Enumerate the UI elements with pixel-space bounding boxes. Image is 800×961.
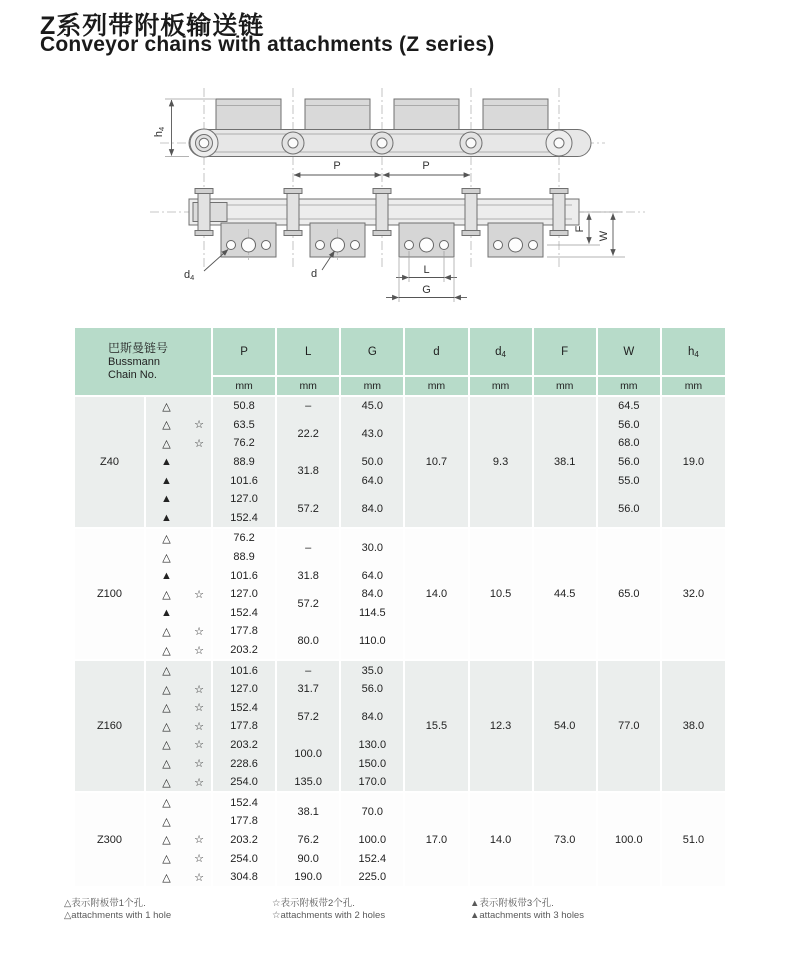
cell-P: 76.2 (212, 434, 276, 453)
cell-L: – (276, 397, 340, 416)
cell-P: 101.6 (212, 471, 276, 490)
pin-hole (199, 138, 209, 148)
legend-item-3-holes (470, 898, 584, 922)
cell-P: 228.6 (212, 754, 276, 773)
hole-symbol-1: △ (145, 754, 187, 773)
cell-P: 101.6 (212, 661, 276, 680)
cell-h4: 19.0 (661, 397, 725, 527)
chain-number: Z160 (75, 661, 145, 791)
hole-symbol-1: △ (145, 793, 187, 812)
hole-symbol-1: △ (145, 622, 187, 641)
svg-text:G: G (422, 284, 431, 296)
cell-L: – (276, 529, 340, 566)
chain-number: Z100 (75, 529, 145, 659)
table-row (75, 397, 725, 416)
hole-symbol-2: ☆ (187, 717, 212, 736)
hole-symbol-2: ☆ (187, 680, 212, 699)
hole-symbol-1: △ (145, 812, 187, 831)
pin-hole (288, 138, 298, 148)
hole-symbol-2 (187, 604, 212, 623)
cell-G: 152.4 (340, 849, 404, 868)
cell-P: 203.2 (212, 736, 276, 755)
cell-P: 254.0 (212, 773, 276, 792)
table-row (75, 453, 725, 472)
cell-P: 254.0 (212, 849, 276, 868)
cell-G: 170.0 (340, 773, 404, 792)
header-col-G: G (340, 328, 404, 376)
cell-L: 31.8 (276, 566, 340, 585)
cell-G: 70.0 (340, 793, 404, 830)
hole-symbol-1: △ (145, 434, 187, 453)
table-row (75, 529, 725, 548)
hole-symbol-2: ☆ (187, 831, 212, 850)
cell-P: 152.4 (212, 793, 276, 812)
cell-P: 63.5 (212, 416, 276, 435)
table-row (75, 661, 725, 680)
svg-text:P: P (333, 160, 341, 172)
pin-hole (466, 138, 476, 148)
hole-symbol-1: ▲ (145, 453, 187, 472)
header-col-W: W (597, 328, 661, 376)
hole-symbol-1: △ (145, 849, 187, 868)
page-title-zh: Z系列带附板输送链 (40, 12, 265, 40)
header-unit-F: mm (533, 376, 597, 395)
section-Z40 (75, 397, 725, 527)
chain-plan-view (189, 189, 579, 262)
attachment-edge-view (483, 99, 548, 130)
hole-symbol-2: ☆ (187, 868, 212, 887)
hole-symbol-1: △ (145, 585, 187, 604)
chain-number: Z300 (75, 793, 145, 886)
chain-technical-drawing (0, 80, 800, 328)
legend-zh: ▲表示附板带3个孔. (470, 898, 554, 909)
cell-W: 65.0 (597, 529, 661, 659)
attachment-edge-view (394, 99, 459, 130)
header-unit-G: mm (340, 376, 404, 395)
cell-d4: 12.3 (469, 661, 533, 791)
cell-P: 203.2 (212, 641, 276, 660)
table-row (75, 416, 725, 435)
cell-F: 73.0 (533, 793, 597, 886)
hole-symbol-2: ☆ (187, 699, 212, 718)
cell-W: 100.0 (597, 793, 661, 886)
hole-symbol-1: ▲ (145, 471, 187, 490)
cell-d: 14.0 (404, 529, 468, 659)
hole-symbol-2: ☆ (187, 849, 212, 868)
cell-P: 152.4 (212, 509, 276, 528)
hole-symbol-1: △ (145, 548, 187, 567)
legend-item-1-hole (64, 898, 171, 922)
cell-d4: 10.5 (469, 529, 533, 659)
cell-P: 76.2 (212, 529, 276, 548)
cell-G: 43.0 (340, 416, 404, 453)
cell-G: 110.0 (340, 622, 404, 659)
cell-P: 177.8 (212, 717, 276, 736)
cell-L: 38.1 (276, 793, 340, 830)
cell-L: 57.2 (276, 585, 340, 622)
cell-P: 88.9 (212, 453, 276, 472)
hole-symbol-1: △ (145, 416, 187, 435)
header-col-L: L (276, 328, 340, 376)
svg-text:d4: d4 (184, 269, 195, 282)
hole-symbol-2 (187, 490, 212, 509)
hole-symbol-2: ☆ (187, 622, 212, 641)
hole-symbol-1: △ (145, 397, 187, 416)
legend-item-2-holes (272, 898, 385, 922)
hole-symbol-1: ▲ (145, 509, 187, 528)
svg-text:L: L (423, 264, 430, 276)
cell-F: 38.1 (533, 397, 597, 527)
hole-symbol-2: ☆ (187, 416, 212, 435)
hole-symbol-1: ▲ (145, 490, 187, 509)
legend-zh: ☆表示附板带2个孔. (272, 898, 355, 909)
page-title-en: Conveyor chains with attachments (Z series) (40, 33, 495, 56)
hole-symbol-2 (187, 548, 212, 567)
header-col-d: d (404, 328, 468, 376)
hole-symbol-1: △ (145, 661, 187, 680)
hole-symbol-1: ▲ (145, 566, 187, 585)
cell-P: 101.6 (212, 566, 276, 585)
cell-W: 64.5 (597, 397, 661, 416)
hole-symbol-2 (187, 453, 212, 472)
cell-G: 130.0 (340, 736, 404, 755)
cell-W: 55.0 (597, 471, 661, 490)
hole-symbol-2 (187, 661, 212, 680)
table-row (75, 793, 725, 812)
cell-G: 64.0 (340, 471, 404, 490)
cell-G: 150.0 (340, 754, 404, 773)
legend-en: △attachments with 1 hole (64, 910, 172, 921)
hole-symbol-1: △ (145, 868, 187, 887)
hole-symbol-1: △ (145, 773, 187, 792)
cell-d: 10.7 (404, 397, 468, 527)
hole-symbol-1: △ (145, 699, 187, 718)
hole-symbol-2: ☆ (187, 641, 212, 660)
svg-text:F: F (574, 225, 586, 233)
cell-P: 177.8 (212, 812, 276, 831)
spec-table (75, 328, 725, 886)
header-col-h4: h4 (661, 328, 725, 376)
section-Z300 (75, 793, 725, 886)
cell-P: 88.9 (212, 548, 276, 567)
cell-G: 84.0 (340, 699, 404, 736)
cell-W: 68.0 (597, 434, 661, 453)
header-unit-L: mm (276, 376, 340, 395)
cell-L: 57.2 (276, 490, 340, 527)
table-row (75, 471, 725, 490)
hole-symbol-2 (187, 529, 212, 548)
cell-L: 31.8 (276, 453, 340, 490)
cell-G: 225.0 (340, 868, 404, 887)
cell-G: 114.5 (340, 604, 404, 623)
cell-P: 152.4 (212, 604, 276, 623)
svg-text:P: P (422, 160, 430, 172)
cell-d4: 9.3 (469, 397, 533, 527)
hole-symbol-2 (187, 566, 212, 585)
hole-symbol-1: △ (145, 680, 187, 699)
hole-symbol-2: ☆ (187, 736, 212, 755)
hole-symbol-2 (187, 812, 212, 831)
cell-W: 77.0 (597, 661, 661, 791)
svg-text:W: W (598, 230, 610, 242)
cell-L: 31.7 (276, 680, 340, 699)
attachment-edge-view (305, 99, 370, 130)
hole-symbol-1: △ (145, 736, 187, 755)
hole-symbol-1: △ (145, 529, 187, 548)
header-col-F: F (533, 328, 597, 376)
cell-L: – (276, 661, 340, 680)
header-unit-d4: mm (469, 376, 533, 395)
header-unit-d: mm (404, 376, 468, 395)
cell-P: 203.2 (212, 831, 276, 850)
hole-symbol-2: ☆ (187, 585, 212, 604)
cell-P: 127.0 (212, 490, 276, 509)
cell-d: 15.5 (404, 661, 468, 791)
cell-W: 56.0 (597, 490, 661, 527)
hole-symbol-1: ▲ (145, 604, 187, 623)
cell-L: 190.0 (276, 868, 340, 887)
header-chain-no: 巴斯曼链号 Bussmann Chain No. (75, 328, 212, 395)
cell-h4: 51.0 (661, 793, 725, 886)
header-unit-W: mm (597, 376, 661, 395)
cell-d: 17.0 (404, 793, 468, 886)
hole-symbol-2: ☆ (187, 754, 212, 773)
svg-text:d: d (311, 268, 318, 280)
table-row (75, 490, 725, 509)
cell-G: 50.0 (340, 453, 404, 472)
cell-G: 84.0 (340, 585, 404, 604)
cell-G: 56.0 (340, 680, 404, 699)
cell-h4: 38.0 (661, 661, 725, 791)
cell-P: 50.8 (212, 397, 276, 416)
hole-symbol-1: △ (145, 717, 187, 736)
cell-P: 152.4 (212, 699, 276, 718)
pin-hole (554, 138, 564, 148)
cell-P: 177.8 (212, 622, 276, 641)
hole-symbol-2: ☆ (187, 434, 212, 453)
header-col-d4: d4 (469, 328, 533, 376)
attachment-edge-view (216, 99, 281, 130)
cell-P: 127.0 (212, 585, 276, 604)
cell-G: 64.0 (340, 566, 404, 585)
cell-F: 44.5 (533, 529, 597, 659)
cell-L: 76.2 (276, 831, 340, 850)
cell-G: 35.0 (340, 661, 404, 680)
chain-side-view (189, 99, 591, 157)
legend-en: ▲attachments with 3 holes (470, 910, 584, 921)
header-col-P: P (212, 328, 276, 376)
legend-zh: △表示附板带1个孔. (64, 898, 146, 909)
hole-symbol-2 (187, 397, 212, 416)
pin-hole (377, 138, 387, 148)
cell-P: 304.8 (212, 868, 276, 887)
cell-L: 22.2 (276, 416, 340, 453)
cell-W: 56.0 (597, 453, 661, 472)
header-unit-P: mm (212, 376, 276, 395)
cell-L: 57.2 (276, 699, 340, 736)
legend-en: ☆attachments with 2 holes (272, 910, 386, 921)
section-Z160 (75, 661, 725, 791)
hole-symbol-1: △ (145, 831, 187, 850)
cell-P: 127.0 (212, 680, 276, 699)
hole-symbol-2: ☆ (187, 773, 212, 792)
cell-G: 100.0 (340, 831, 404, 850)
hole-symbol-2 (187, 509, 212, 528)
cell-F: 54.0 (533, 661, 597, 791)
cell-d4: 14.0 (469, 793, 533, 886)
cell-L: 90.0 (276, 849, 340, 868)
cell-G: 30.0 (340, 529, 404, 566)
cell-W: 56.0 (597, 416, 661, 435)
section-Z100 (75, 529, 725, 659)
header-unit-h4: mm (661, 376, 725, 395)
cell-h4: 32.0 (661, 529, 725, 659)
cell-G: 84.0 (340, 490, 404, 527)
svg-text:h4: h4 (153, 126, 166, 138)
hole-symbol-2 (187, 471, 212, 490)
cell-L: 80.0 (276, 622, 340, 659)
hole-symbol-1: △ (145, 641, 187, 660)
cell-L: 135.0 (276, 773, 340, 792)
hole-symbol-2 (187, 793, 212, 812)
cell-G: 45.0 (340, 397, 404, 416)
cell-L: 100.0 (276, 736, 340, 773)
chain-number: Z40 (75, 397, 145, 527)
